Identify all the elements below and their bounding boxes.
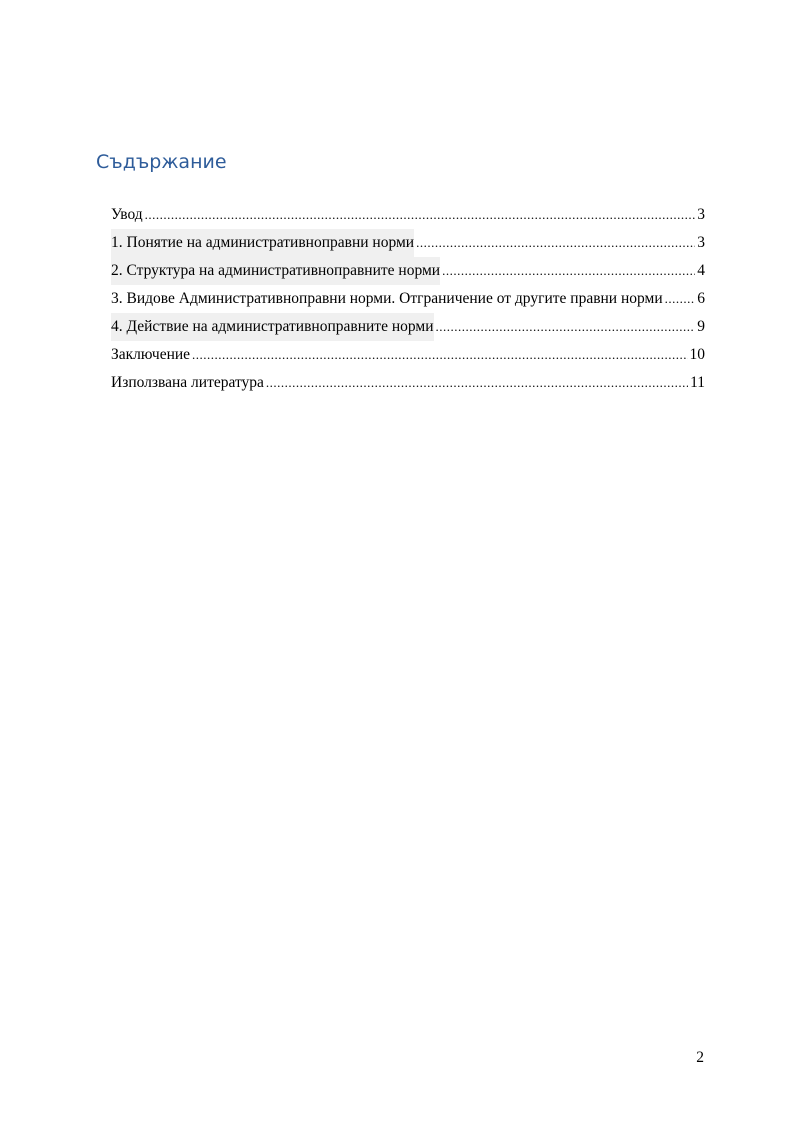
- toc-entry-title: 4. Действие на административноправните норми: [111, 313, 434, 341]
- toc-entry-page: 10: [689, 346, 705, 363]
- toc-entry-page: 3: [697, 234, 705, 251]
- toc-entry-title: Използвана литература: [111, 374, 264, 391]
- page-number: 2: [696, 1049, 704, 1066]
- toc-dot-leader: [416, 229, 695, 257]
- toc-dot-leader: [442, 257, 695, 285]
- toc-entry-conclusion[interactable]: [111, 341, 705, 369]
- toc-dot-leader: [145, 201, 696, 229]
- toc-entry-title: Заключение: [111, 346, 191, 363]
- toc-entry-references[interactable]: [111, 369, 705, 397]
- toc-entry-section-4[interactable]: [111, 313, 705, 341]
- toc-entry-title: 2. Структура на административноправните норми: [111, 257, 440, 285]
- toc-entry-page: 9: [697, 318, 705, 335]
- toc-entry-section-3[interactable]: [111, 285, 705, 313]
- toc-dot-leader: [665, 285, 696, 313]
- toc-entry-page: 4: [697, 262, 705, 279]
- toc-entry-title: 1. Понятие на административноправни норми: [111, 229, 414, 257]
- toc-entry-section-2[interactable]: [111, 257, 705, 285]
- toc-heading: Съдържание: [96, 151, 227, 173]
- toc-entry-section-1[interactable]: [111, 229, 705, 257]
- toc-entry-page: 6: [697, 290, 705, 307]
- toc-entry-title: 3. Видове Административноправни норми. Отграничение от другите правни норми: [111, 290, 663, 307]
- toc-dot-leader: [192, 341, 687, 369]
- toc-entry-page: 11: [690, 374, 705, 391]
- toc-entry-intro[interactable]: [111, 201, 705, 229]
- table-of-contents: [111, 201, 705, 397]
- toc-dot-leader: [436, 313, 696, 341]
- toc-dot-leader: [266, 369, 688, 397]
- toc-entry-page: 3: [697, 206, 705, 223]
- toc-entry-title: Увод: [111, 206, 143, 223]
